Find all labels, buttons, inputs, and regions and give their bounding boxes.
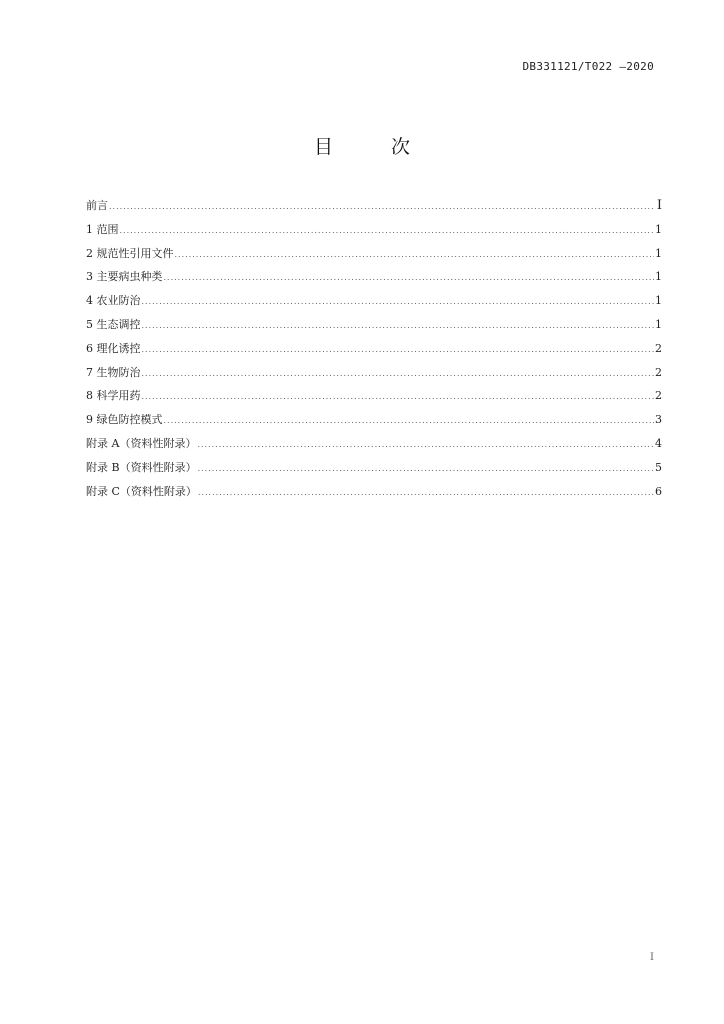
toc-leader-dots xyxy=(164,270,655,286)
toc-leader-dots xyxy=(142,389,655,405)
toc-entry-page: 2 xyxy=(655,365,662,379)
toc-leader-dots xyxy=(175,247,655,263)
toc-entry-label: 6 理化诱控 xyxy=(86,341,141,355)
toc-leader-dots xyxy=(142,318,655,334)
toc-entry-page: Ⅰ xyxy=(656,198,662,213)
toc-leader-dots xyxy=(120,223,655,239)
toc-entry-page: 1 xyxy=(655,246,662,260)
toc-entry-normative-references[interactable] xyxy=(86,246,662,270)
page-number: Ⅰ xyxy=(650,952,654,963)
toc-entry-agricultural-control[interactable] xyxy=(86,293,662,317)
toc-entry-green-control-mode[interactable] xyxy=(86,412,662,436)
toc-entry-pest-species[interactable] xyxy=(86,269,662,293)
toc-entry-ecological-regulation[interactable] xyxy=(86,317,662,341)
toc-entry-page: 6 xyxy=(655,484,662,498)
toc-entry-label: 1 范围 xyxy=(86,222,119,236)
toc-entry-label: 5 生态调控 xyxy=(86,317,141,331)
toc-entry-label: 2 规范性引用文件 xyxy=(86,246,174,260)
toc-entry-label: 4 农业防治 xyxy=(86,294,141,308)
toc-entry-foreword[interactable] xyxy=(86,198,662,222)
toc-entry-label: 附录 C（资料性附录） xyxy=(86,484,197,498)
toc-entry-scientific-pesticide-use[interactable] xyxy=(86,388,662,412)
toc-entry-appendix-c[interactable] xyxy=(86,484,662,508)
toc-entry-appendix-b[interactable] xyxy=(86,460,662,484)
toc-entry-page: 1 xyxy=(655,317,662,331)
toc-entry-label: 附录 B（资料性附录） xyxy=(86,460,197,474)
toc-entry-physical-chemical-trapping[interactable] xyxy=(86,341,662,365)
toc-entry-page: 3 xyxy=(655,413,662,427)
toc-leader-dots xyxy=(198,485,654,501)
toc-entry-page: 2 xyxy=(655,389,662,403)
toc-leader-dots xyxy=(164,413,655,429)
table-of-contents xyxy=(86,198,662,507)
toc-entry-label: 8 科学用药 xyxy=(86,389,141,403)
toc-leader-dots xyxy=(142,294,655,310)
document-code: DB331121/T022 —2020 xyxy=(522,60,654,73)
toc-entry-label: 7 生物防治 xyxy=(86,365,141,379)
toc-leader-dots xyxy=(142,366,655,382)
toc-leader-dots xyxy=(197,437,654,453)
toc-entry-page: 5 xyxy=(655,460,662,474)
toc-leader-dots xyxy=(198,461,654,477)
toc-entry-page: 1 xyxy=(655,270,662,284)
toc-leader-dots xyxy=(109,199,655,215)
toc-entry-label: 附录 A（资料性附录） xyxy=(86,436,197,450)
toc-entry-appendix-a[interactable] xyxy=(86,436,662,460)
toc-entry-scope[interactable] xyxy=(86,222,662,246)
toc-entry-page: 1 xyxy=(655,222,662,236)
toc-entry-page: 2 xyxy=(655,341,662,355)
toc-title: 目 次 xyxy=(313,136,437,158)
toc-entry-page: 1 xyxy=(655,294,662,308)
toc-entry-page: 4 xyxy=(655,436,662,450)
toc-entry-label: 9 绿色防控模式 xyxy=(86,413,163,427)
toc-entry-label: 前言 xyxy=(86,199,108,212)
toc-entry-label: 3 主要病虫种类 xyxy=(86,270,163,284)
toc-entry-biological-control[interactable] xyxy=(86,365,662,389)
toc-leader-dots xyxy=(142,342,655,358)
